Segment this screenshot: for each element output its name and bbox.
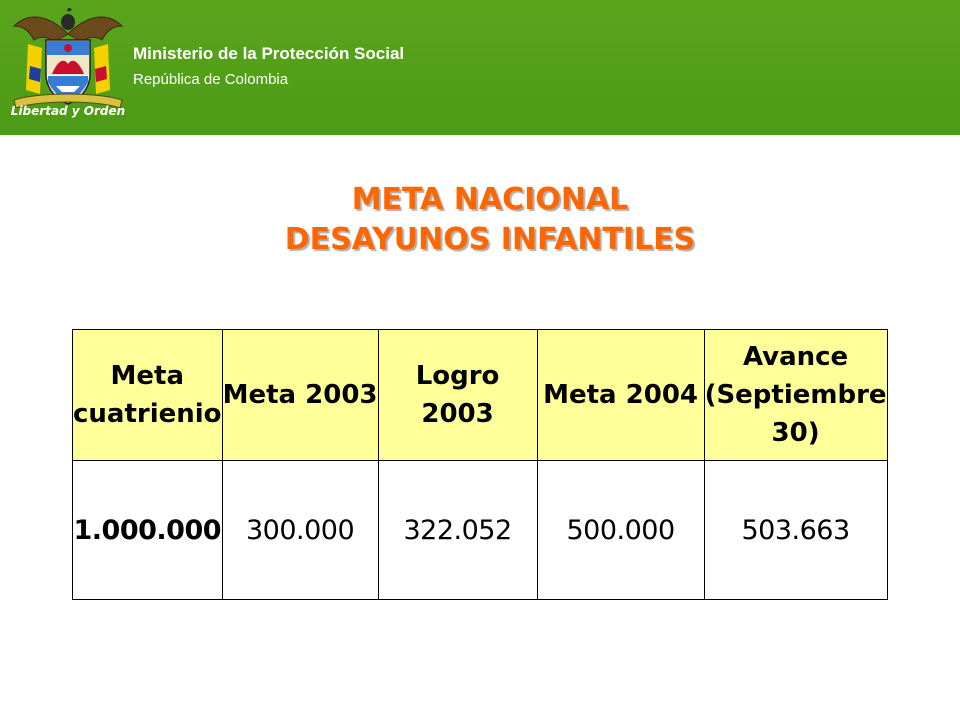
value-meta-2004: 500.000	[537, 461, 704, 600]
title-line-2: DESAYUNOS INFANTILES	[284, 222, 696, 257]
header-meta-cuatrienio: Meta cuatrienio	[73, 330, 223, 461]
republic-name: República de Colombia	[133, 71, 289, 88]
header-banner	[0, 0, 960, 135]
value-logro-2003: 322.052	[378, 461, 537, 600]
title-line-1: META NACIONAL	[351, 182, 629, 217]
value-meta-2003: 300.000	[222, 461, 378, 600]
page-title	[0, 180, 960, 260]
header-meta-2003: Meta 2003	[222, 330, 378, 461]
table-header-row	[73, 330, 888, 461]
header-avance: Avance (Septiembre 30)	[704, 330, 887, 461]
header-meta-2004: Meta 2004	[537, 330, 704, 461]
ministry-name: Ministerio de la Protección Social	[133, 44, 405, 63]
goals-table	[72, 329, 888, 600]
motto-text: Libertad y Orden	[10, 104, 126, 118]
header-logro-2003: Logro 2003	[378, 330, 537, 461]
value-meta-cuatrienio: 1.000.000	[73, 461, 223, 600]
table-row	[73, 461, 888, 600]
value-avance: 503.663	[704, 461, 887, 600]
